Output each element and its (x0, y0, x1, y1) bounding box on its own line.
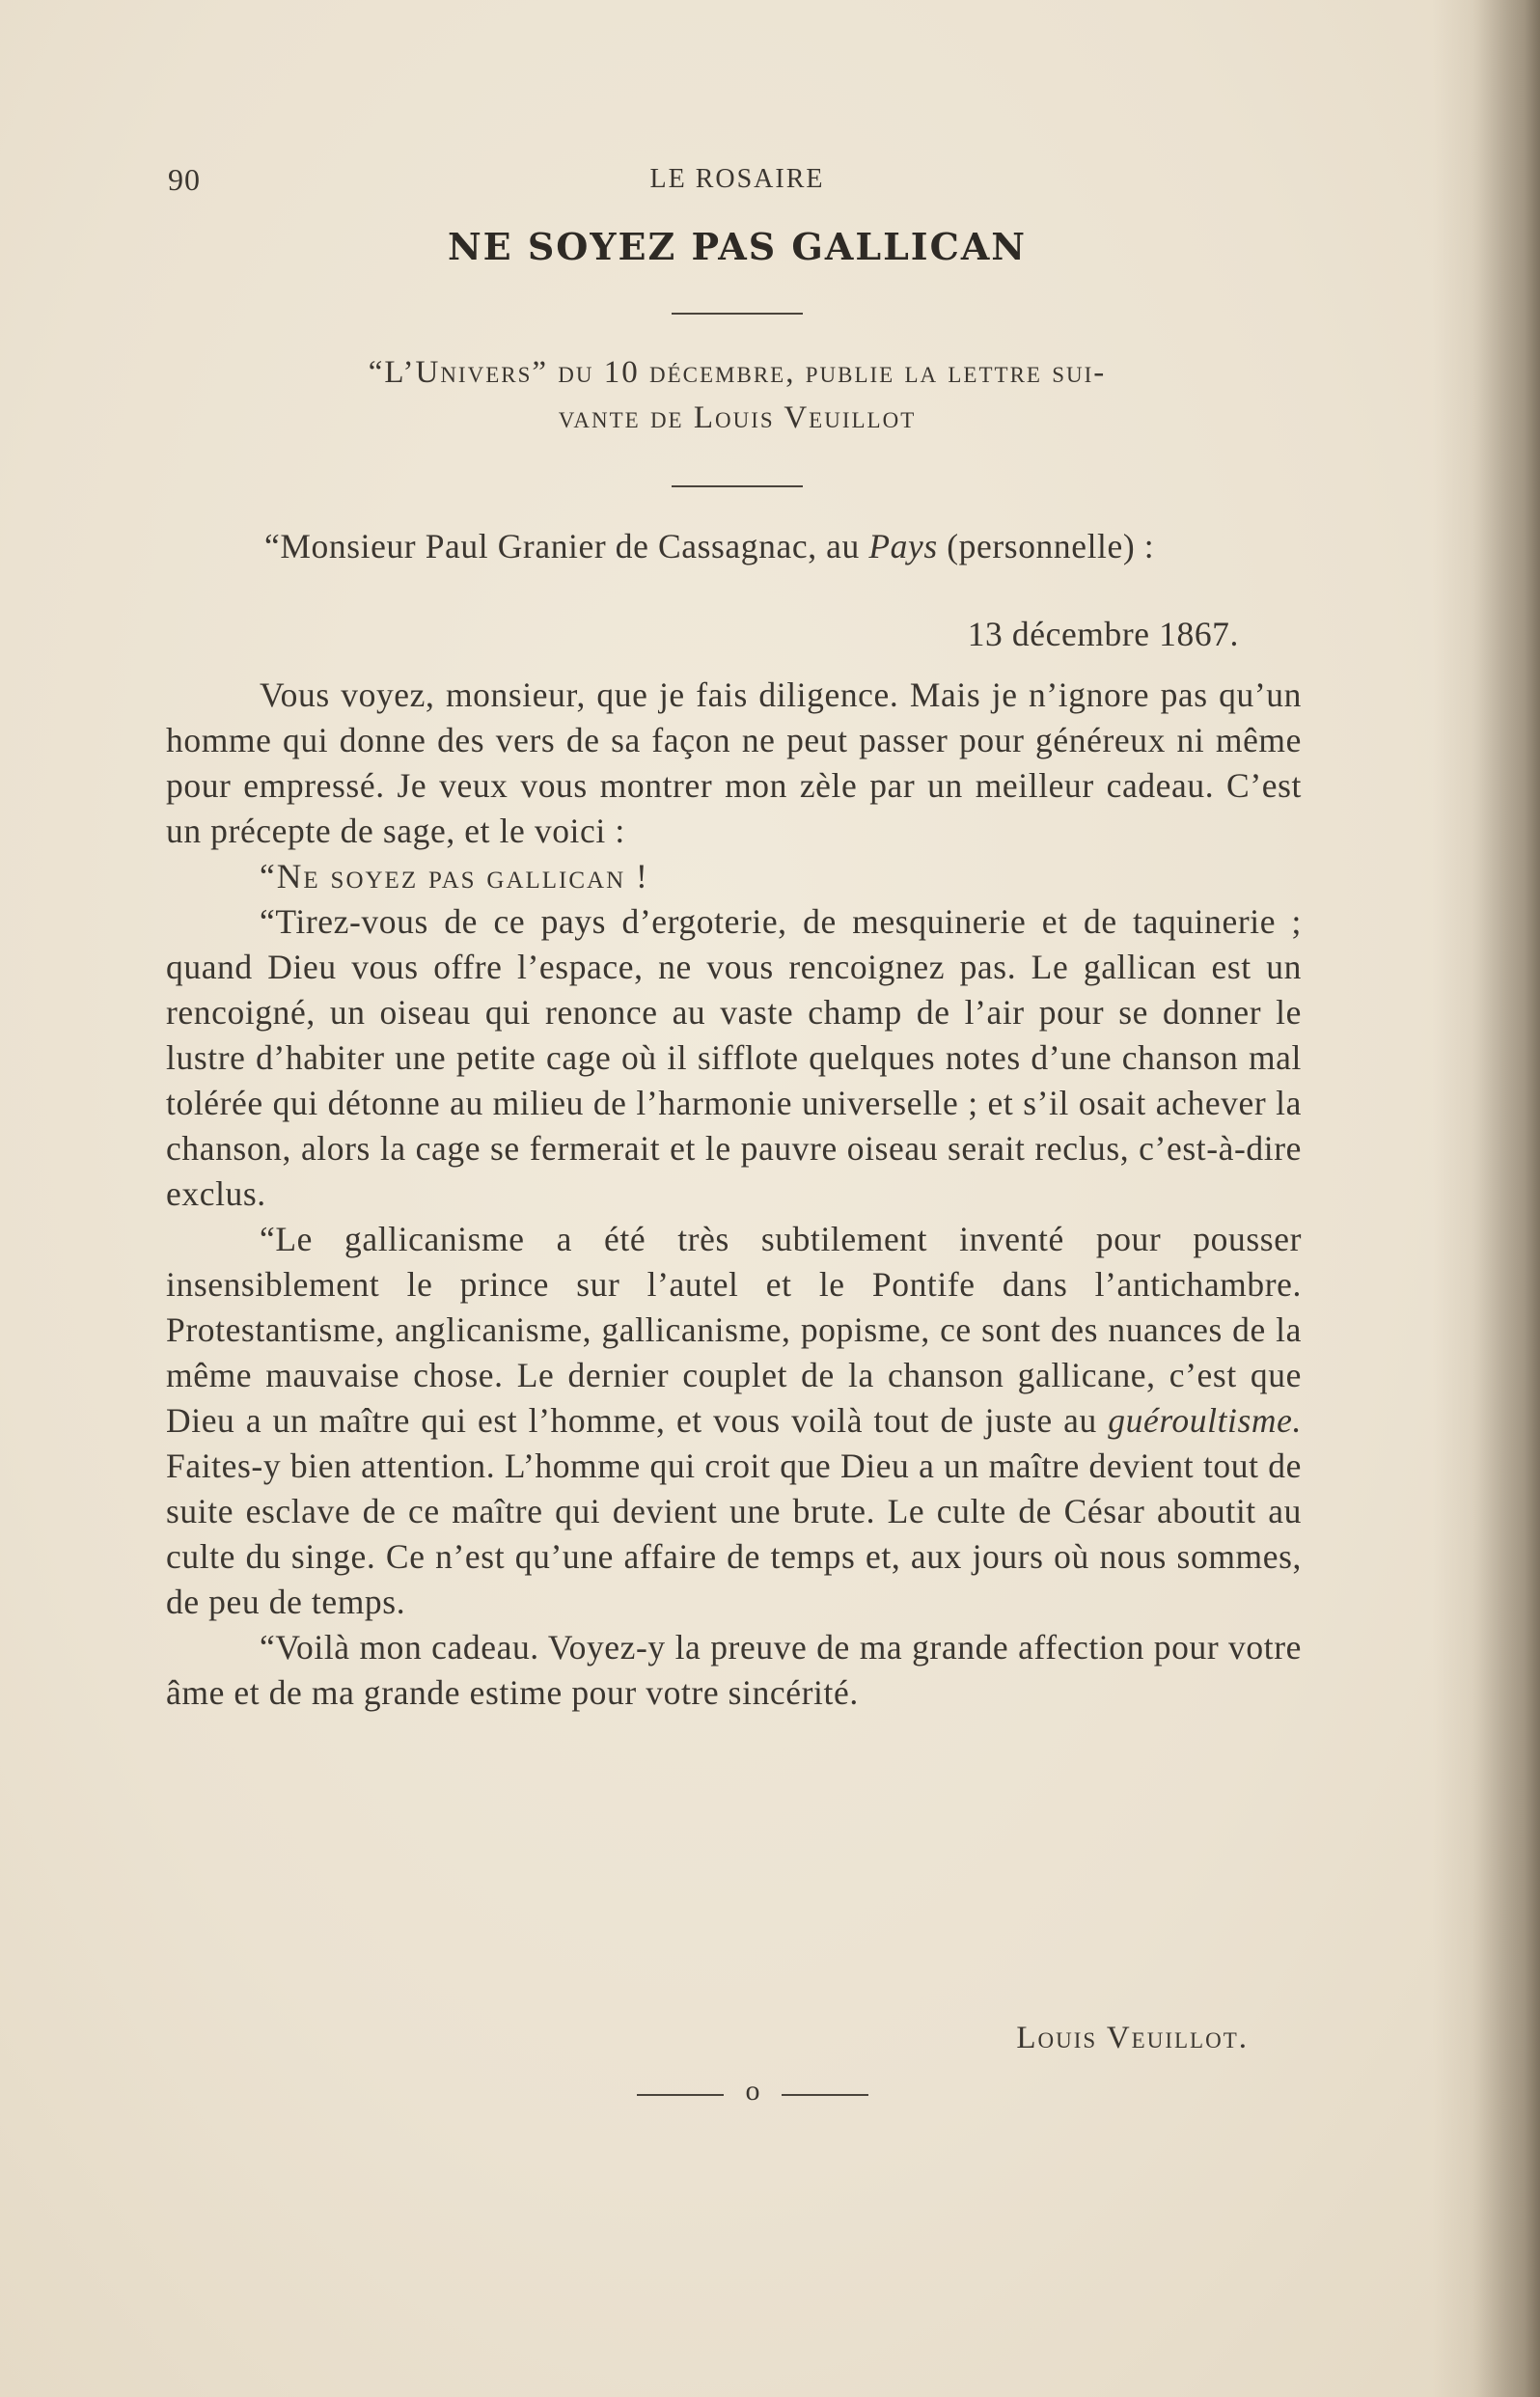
paragraph-4 (166, 1217, 1302, 1625)
paragraph-2: “Ne soyez pas gallican ! (260, 857, 649, 895)
end-ornament (637, 2075, 868, 2113)
signature: Louis Veuillot. (1016, 2021, 1249, 2055)
salutation (166, 524, 1302, 569)
salutation-text-before: “Monsieur Paul Granier de Cassagnac, au (264, 527, 869, 565)
paragraph-5: “Voilà mon cadeau. Voyez-y la preuve de ma grande affection pour votre âme et de ma grande estime pour votre sincérité. (166, 1628, 1302, 1712)
page-header (168, 162, 1306, 201)
paragraph-1: Vous voyez, monsieur, que je fais diligence. Mais je n’ignore pas qu’un homme qui donne des vers de sa façon ne peut passer pour généreux ni même pour empressé. Je veux vous montrer mon zèle par un meilleur cadeau. C’est un précepte de sage, et le voici : (166, 675, 1302, 850)
subtitle-line-2: vante de Louis Veuillot (558, 400, 917, 435)
letter-body (166, 673, 1302, 1716)
end-line-right (782, 2094, 868, 2096)
subtitle-rule (672, 485, 803, 487)
letter-date: 13 décembre 1867. (967, 615, 1239, 653)
paragraph-4-italic: guéroultisme. (1108, 1401, 1302, 1440)
paragraph-3: “Tirez-vous de ce pays d’ergoterie, de mesquinerie et de taquinerie ; quand Dieu vous offre l’espace, ne vous rencoignez pas. Le gallican est un rencoigné, un oiseau qui renonce au vaste champ de l’air pour se donner le lustre d’habiter une petite cage où il sifflote quelques notes d’une chanson mal tolérée qui détonne au milieu de l’harmonie universelle ; et s’il osait achever la chanson, alors la cage se fermerait et le pauvre oiseau serait reclus, c’est-à-dire exclus. (166, 902, 1302, 1213)
binding-shadow (1472, 0, 1540, 2397)
title-rule (672, 313, 803, 315)
paragraph-4-after: Faites-y bien attention. L’homme qui croit que Dieu a un maître devient tout de suite esclave de ce maître qui devient une brute. Le culte de César aboutit au culte du singe. Ce n’est qu’une affaire de temps et, aux jours où nous sommes, de peu de temps. (166, 1446, 1302, 1621)
paragraph-4-before: “Le gallicanisme a été très subtilement inventé pour pousser insensiblement le prince sur l’autel et le Pontife dans l’antichambre. Protestantisme, anglicanisme, gallicanisme, popisme, ce sont des nuances de la même mauvaise chose. Le dernier couplet de la chanson gallicane, c’est que Dieu a un maître qui est l’homme, et vous voilà tout de juste au (166, 1220, 1302, 1440)
article-subtitle (168, 350, 1306, 441)
subtitle-line-1: “L’Univers” du 10 décembre, publie la lettre sui- (368, 355, 1107, 390)
running-head: LE ROSAIRE (649, 164, 825, 194)
article-title: NE SOYEZ PAS GALLICAN (447, 225, 1028, 268)
salutation-italic: Pays (868, 527, 938, 565)
salutation-text-after: (personnelle) : (937, 527, 1155, 565)
end-mark: o (745, 2075, 760, 2107)
page-number: 90 (168, 162, 201, 197)
